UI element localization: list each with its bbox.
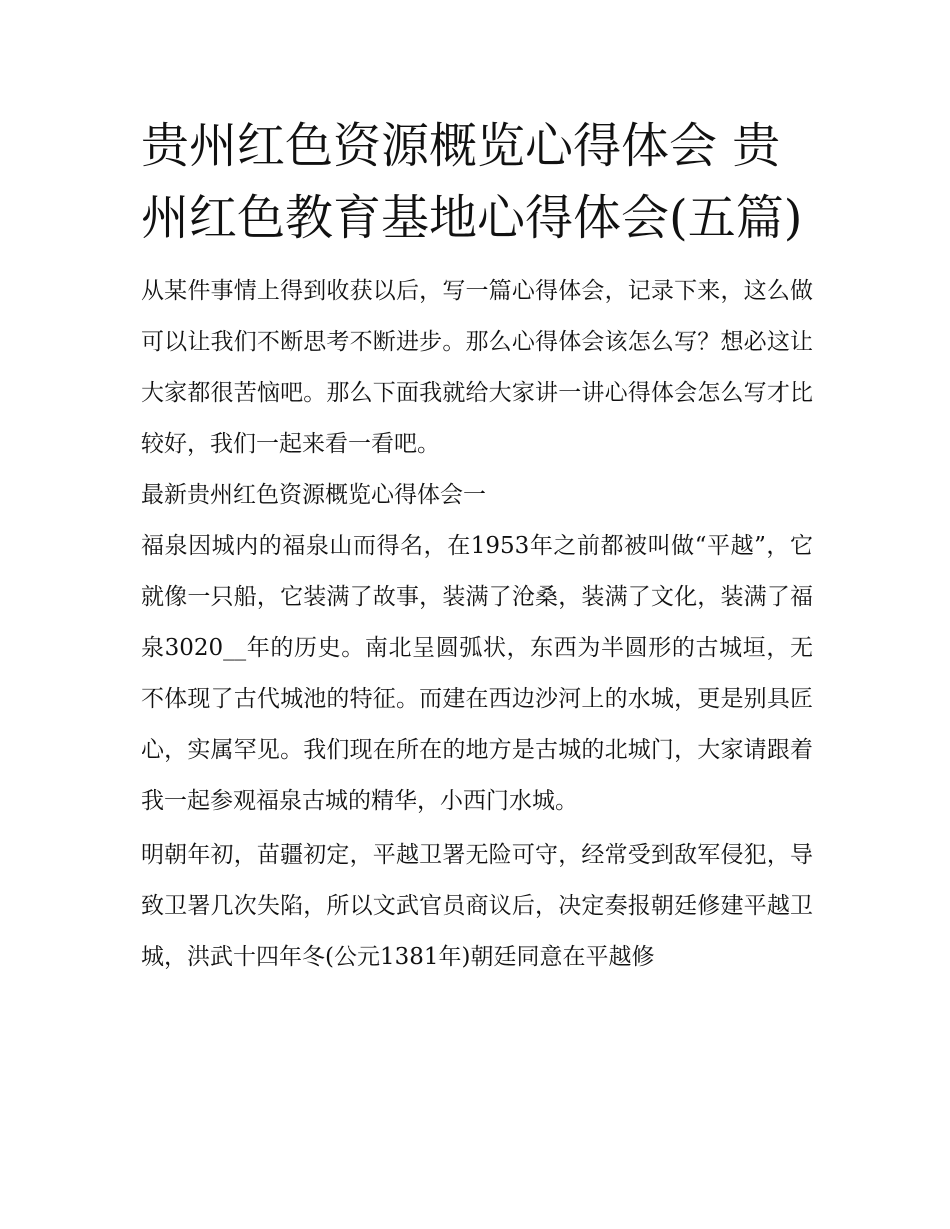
body-paragraph: 明朝年初，苗疆初定，平越卫署无险可守，经常受到敌军侵犯，导致卫署几次失陷，所以文武官员商议后，决定奏报朝廷修建平越卫城，洪武十四年冬(公元1381年)朝廷同意在平越修: [141, 842, 813, 970]
document-title: 贵州红色资源概览心得体会 贵州红色教育基地心得体会(五篇): [141, 118, 803, 246]
intro-paragraph: 从某件事情上得到收获以后，写一篇心得体会，记录下来，这么做可以让我们不断思考不断进步。那么心得体会该怎么写？想必这让大家都很苦恼吧。那么下面我就给大家讲一讲心得体会怎么写才比较好，我们一起来看一看吧。: [141, 278, 813, 457]
section-heading: 最新贵州红色资源概览心得体会一: [141, 482, 486, 508]
document-body: [141, 110, 813, 983]
body-paragraph: 福泉因城内的福泉山而得名，在1953年之前都被叫做“平越”，它就像一只船，它装满了故事，装满了沧桑，装满了文化，装满了福泉3020__年的历史。南北呈圆弧状，东西为半圆形的古城垣，无不体现了古代城池的特征。而建在西边沙河上的水城，更是别具匠心，实属罕见。我们现在所在的地方是古城的北城门，大家请跟着我一起参观福泉古城的精华，小西门水城。: [141, 533, 813, 814]
